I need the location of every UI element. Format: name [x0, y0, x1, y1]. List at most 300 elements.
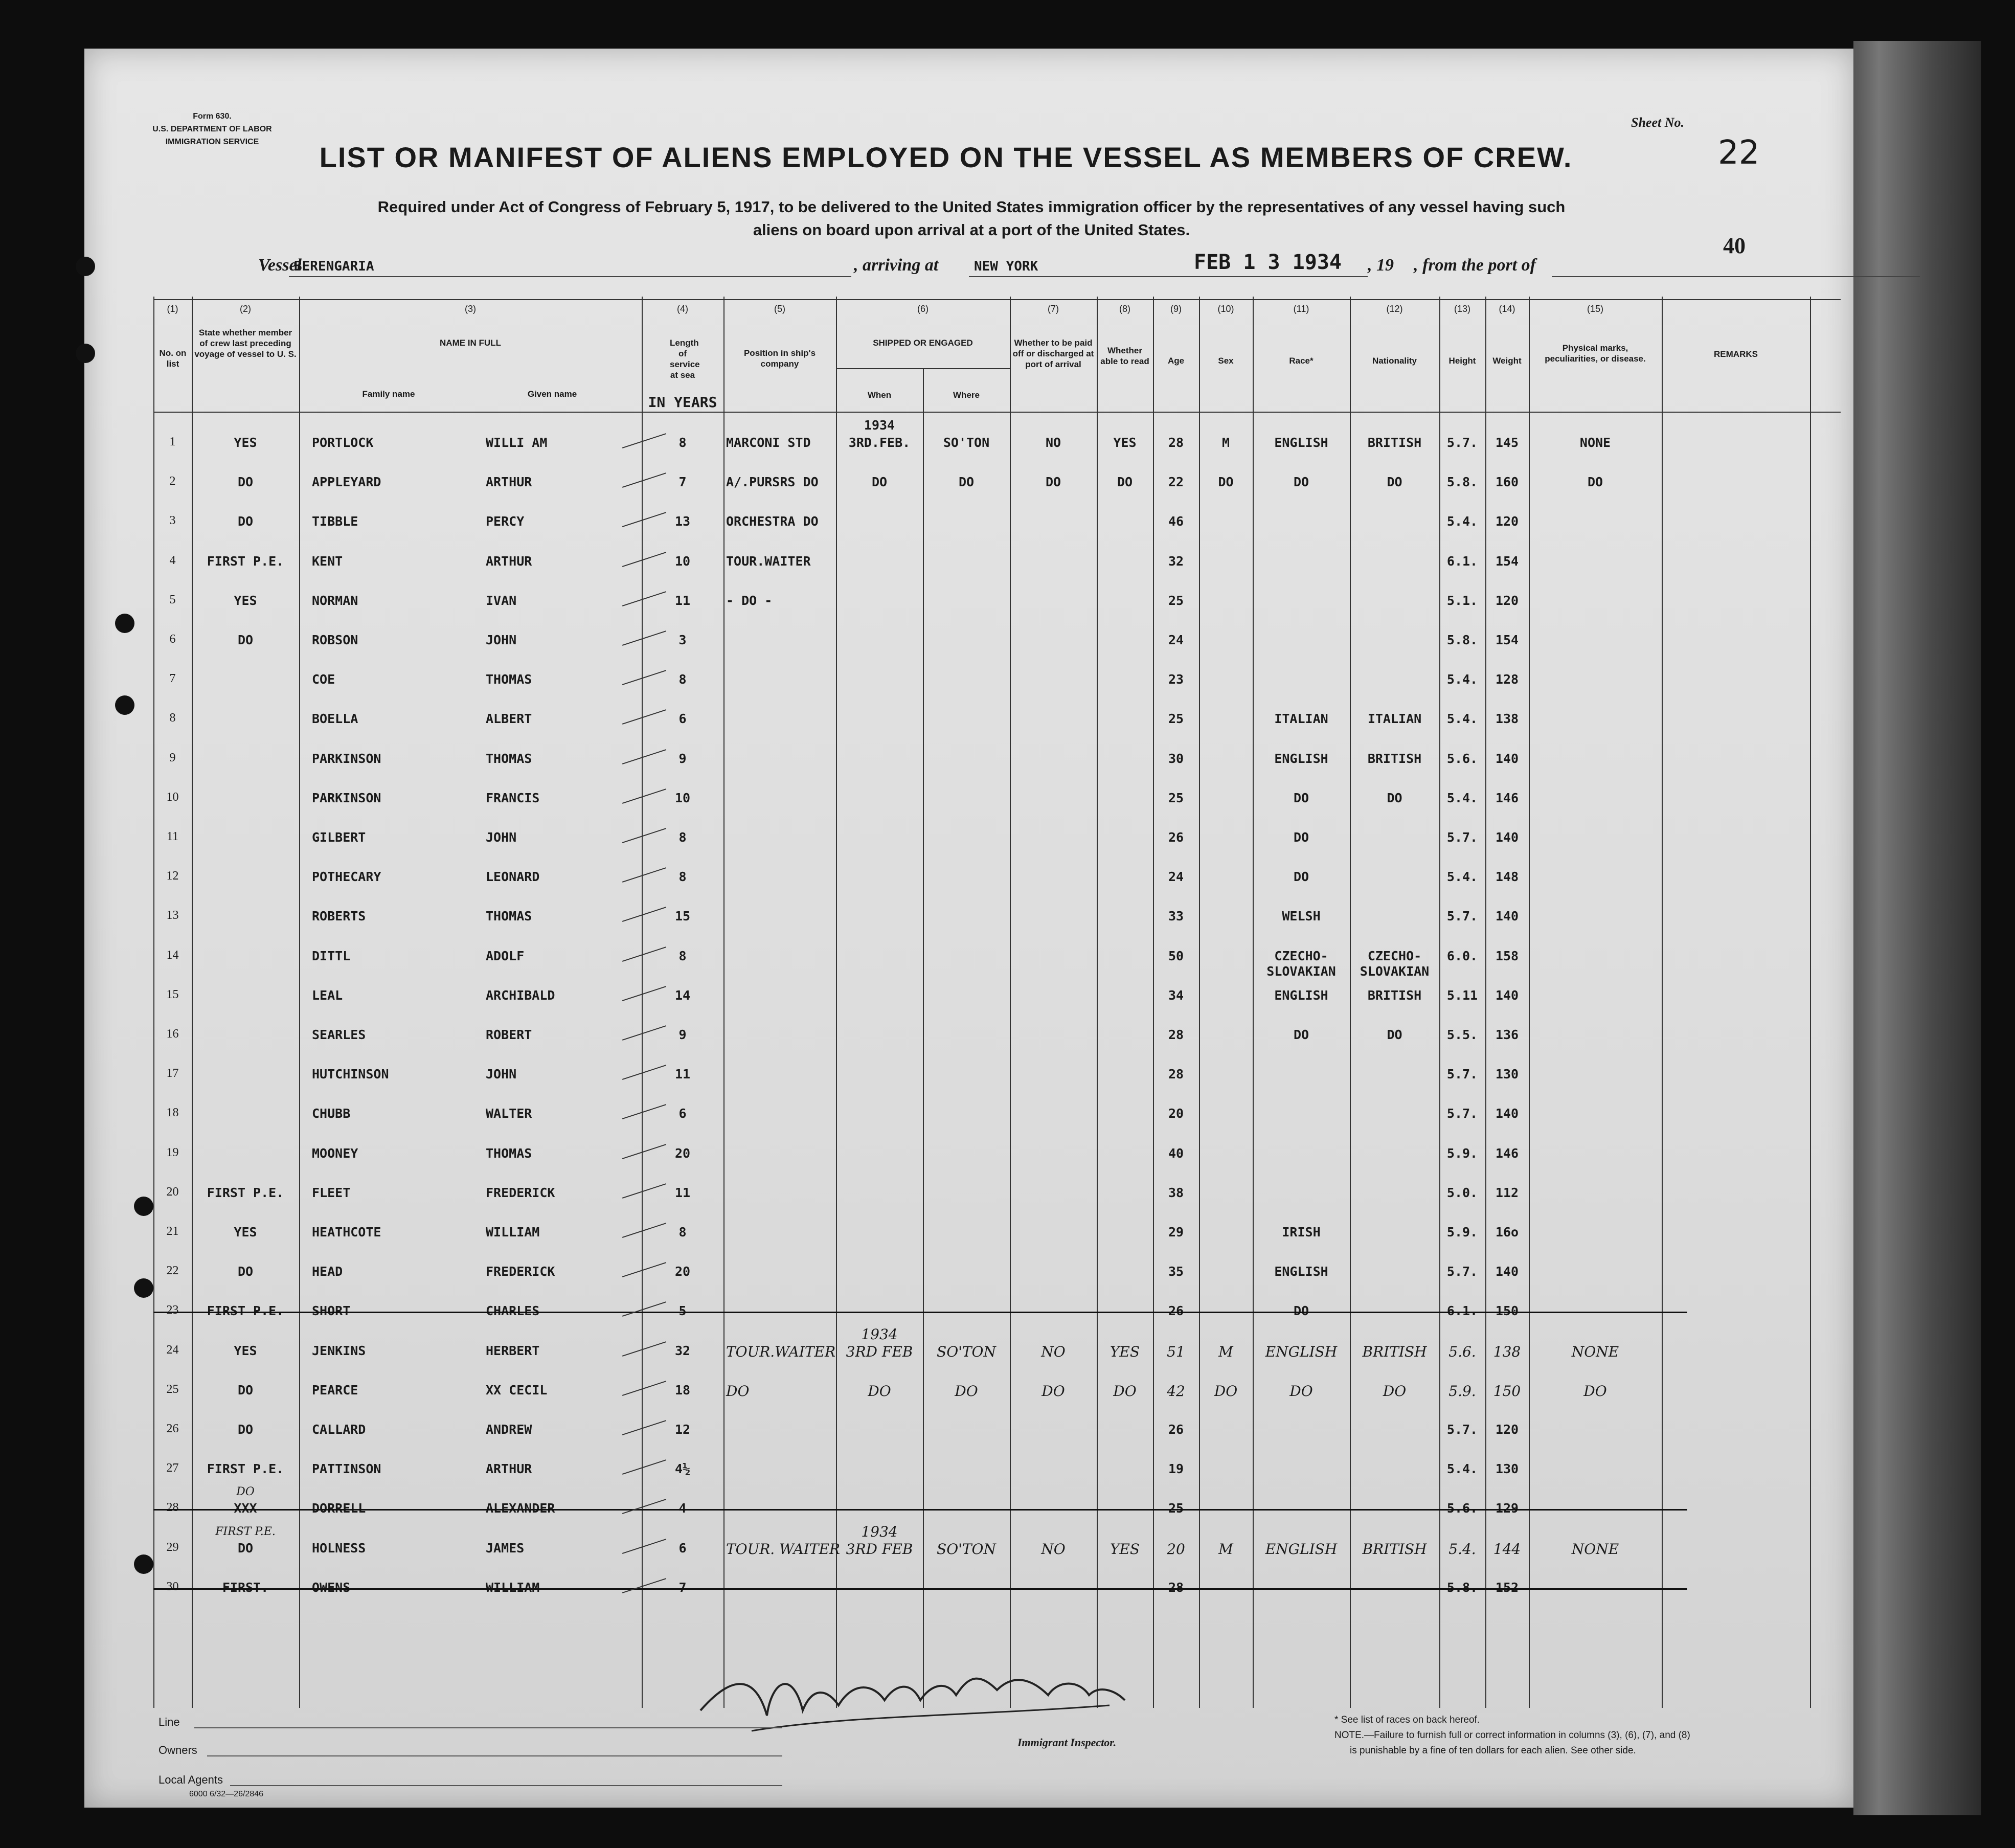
row-family: NORMAN: [312, 593, 358, 608]
row-age: 42: [1167, 1382, 1185, 1400]
row-given: ROBERT: [486, 1027, 532, 1042]
row-given: WILLIAM: [486, 1225, 540, 1239]
subtitle-line-2: aliens on board upon arrival at a port of the United States.: [753, 221, 1190, 239]
row-height: 5.6.: [1446, 751, 1478, 766]
row-position: MARCONI STD: [726, 435, 811, 450]
row-years: 11: [674, 1067, 691, 1082]
row-family: DORRELL: [312, 1501, 366, 1516]
agents-label: Local Agents: [159, 1773, 223, 1786]
row-given: WALTER: [486, 1106, 532, 1121]
col-2-number: (2): [240, 304, 251, 314]
row-no: 9: [169, 751, 176, 764]
row-years: 7: [678, 475, 687, 490]
row-no: 4: [169, 553, 176, 567]
row-given: WILLI AM: [486, 435, 548, 450]
row-given: LEONARD: [486, 869, 540, 885]
row-race: DO: [1293, 869, 1309, 885]
col-1-number: (1): [167, 304, 178, 314]
row-marks: NONE: [1579, 435, 1611, 450]
row-weight: 120: [1495, 1422, 1519, 1437]
row-years: 20: [674, 1264, 691, 1279]
row-where: SO'TON: [937, 1540, 996, 1558]
row-family: GILBERT: [312, 830, 366, 845]
row-race: ENGLISH: [1265, 1540, 1338, 1558]
row-weight: 144: [1493, 1540, 1521, 1558]
row-height: 5.5.: [1446, 1027, 1478, 1042]
row-paid: NO: [1045, 435, 1061, 450]
row-nationality: BRITISH: [1362, 1343, 1427, 1360]
row-given: XX CECIL: [486, 1382, 548, 1398]
col-7-header: Whether to be paid off or discharged at port of arrival: [1012, 338, 1094, 369]
row-height: 5.9.: [1446, 1225, 1478, 1239]
row-years: 32: [674, 1343, 691, 1358]
binding-edge: [1853, 41, 1981, 1815]
row-age: 28: [1168, 435, 1184, 450]
row-no: 11: [166, 830, 179, 843]
row-given: THOMAS: [486, 672, 532, 687]
row-age: 20: [1168, 1106, 1184, 1121]
row-weight: 146: [1495, 1145, 1519, 1161]
row-age: 38: [1168, 1185, 1184, 1200]
row-age: 30: [1168, 751, 1184, 766]
row-age: 28: [1168, 1580, 1184, 1595]
row-years: 11: [674, 593, 691, 608]
row-height: 5.4.: [1446, 790, 1478, 805]
row-no: 8: [169, 711, 176, 725]
row-voyage: DO: [237, 1382, 254, 1398]
row-weight: 128: [1495, 672, 1519, 687]
row-height: 5.4.: [1448, 1540, 1476, 1558]
row-height: 5.0.: [1446, 1185, 1478, 1200]
row-weight: 120: [1495, 514, 1519, 529]
row-given: HERBERT: [486, 1343, 540, 1358]
row-weight: 158: [1495, 948, 1519, 963]
row-height: 5.7.: [1446, 830, 1478, 845]
row-given: FRANCIS: [486, 790, 540, 805]
row-weight: 140: [1495, 1106, 1519, 1121]
row-family: PARKINSON: [312, 751, 381, 766]
row-strikeout-line: [153, 1509, 1687, 1511]
row-no: 29: [166, 1540, 179, 1554]
row-where: DO: [955, 1382, 978, 1400]
row-read: YES: [1113, 435, 1137, 450]
row-age: 28: [1168, 1027, 1184, 1042]
row-years: 8: [678, 830, 687, 845]
row-when-year: 1934: [861, 1523, 898, 1540]
row-when: DO: [871, 475, 888, 490]
row-height: 5.7.: [1446, 435, 1478, 450]
row-height: 5.6.: [1446, 1501, 1478, 1516]
row-voyage: DO: [237, 514, 254, 529]
row-age: 25: [1168, 790, 1184, 805]
row-years: 10: [674, 790, 691, 805]
column-rule: [1529, 297, 1530, 1708]
row-voyage: YES: [234, 1343, 257, 1358]
col-7-number: (7): [1048, 304, 1059, 314]
row-family: SHORT: [312, 1303, 351, 1319]
row-voyage-correction: FIRST P.E.: [215, 1525, 276, 1538]
row-given: ALBERT: [486, 711, 532, 727]
col-12-header: Nationality: [1372, 356, 1417, 366]
service-name: IMMIGRATION SERVICE: [165, 138, 259, 146]
row-years: 9: [678, 751, 687, 766]
row-race: CZECHO-: [1274, 948, 1328, 963]
col-10-header: Sex: [1218, 356, 1234, 366]
column-rule: [299, 297, 300, 1708]
row-sex: M: [1221, 435, 1230, 450]
row-no: 3: [169, 514, 176, 528]
owners-rule: [207, 1755, 782, 1756]
row-race: IRISH: [1282, 1225, 1321, 1239]
row-family: JENKINS: [312, 1343, 366, 1358]
row-years: 12: [674, 1422, 691, 1437]
row-family: OWENS: [312, 1580, 351, 1595]
row-given: ALEXANDER: [486, 1501, 555, 1516]
row-years: 15: [674, 909, 691, 924]
col-6-where-header: Where: [953, 390, 980, 400]
column-rule: [153, 297, 154, 1708]
row-race: DO: [1293, 475, 1309, 490]
row-age: 28: [1168, 1067, 1184, 1082]
row-paid: DO: [1042, 1382, 1065, 1400]
col-4-unit: IN YEARS: [648, 394, 717, 411]
row-family: COE: [312, 672, 335, 687]
row-height: 6.0.: [1446, 948, 1478, 963]
row-no: 26: [166, 1422, 179, 1435]
row-where: DO: [958, 475, 975, 490]
col-6-when-header: When: [867, 390, 892, 400]
col-13-header: Height: [1448, 356, 1476, 366]
row-age: 25: [1168, 593, 1184, 608]
column-rule: [1810, 297, 1811, 1708]
column-rule: [836, 297, 837, 1708]
row-race: WELSH: [1282, 909, 1321, 924]
col-8-number: (8): [1119, 304, 1130, 314]
row-weight: 140: [1495, 1264, 1519, 1279]
line-label: Line: [159, 1716, 180, 1728]
page-title: LIST OR MANIFEST OF ALIENS EMPLOYED ON THE VESSEL AS MEMBERS OF CREW.: [319, 141, 1573, 173]
subtitle-line-1: Required under Act of Congress of February 5, 1917, to be delivered to the United States immigration officer by the representatives of any vessel having such: [377, 198, 1566, 216]
row-no: 17: [166, 1067, 179, 1080]
row-voyage: XXX: [234, 1501, 257, 1516]
col-1-header: No. on list: [159, 348, 187, 369]
row-age: 23: [1168, 672, 1184, 687]
row-given: JOHN: [486, 633, 517, 647]
department-name: U.S. DEPARTMENT OF LABOR: [152, 125, 272, 133]
row-weight: 120: [1495, 593, 1519, 608]
owners-label: Owners: [159, 1744, 197, 1756]
row-voyage: YES: [234, 593, 257, 608]
column-rule: [1199, 297, 1200, 1708]
row-nationality: BRITISH: [1362, 1540, 1427, 1558]
row-strikeout-line: [153, 1588, 1687, 1590]
row-age: 24: [1168, 633, 1184, 647]
row-no: 1: [169, 435, 176, 448]
row-marks: DO: [1583, 1382, 1607, 1400]
row-when: 3RD FEB: [846, 1343, 913, 1360]
row-weight: 130: [1495, 1067, 1519, 1082]
row-family: SEARLES: [312, 1027, 366, 1042]
vessel-name: BERENGARIA: [294, 259, 374, 274]
col-5-header: Position in ship's company: [743, 348, 816, 369]
row-height: 5.8.: [1446, 1580, 1478, 1595]
punch-hole: [134, 1554, 153, 1574]
row-weight: 154: [1495, 633, 1519, 647]
row-when: DO: [868, 1382, 891, 1400]
row-no: 20: [166, 1185, 179, 1199]
row-race: DO: [1293, 830, 1309, 845]
row-given: ARTHUR: [486, 1461, 532, 1477]
row-no: 10: [166, 790, 179, 804]
row-family: PEARCE: [312, 1382, 358, 1398]
print-code: 6000 6/32—26/2846: [189, 1790, 264, 1798]
row-race: ENGLISH: [1274, 987, 1328, 1003]
row-weight: 145: [1495, 435, 1519, 450]
row-no: 13: [166, 909, 179, 922]
row-family: DITTL: [312, 948, 351, 963]
arrival-date-stamp: FEB 1 3 1934: [1194, 251, 1342, 274]
row-nationality: ITALIAN: [1367, 711, 1422, 727]
race-note: * See list of races on back hereof.: [1334, 1715, 1480, 1725]
row-weight: 112: [1495, 1185, 1519, 1200]
row-height: 5.4.: [1446, 711, 1478, 727]
row-voyage: DO: [237, 1422, 254, 1437]
row-race: DO: [1289, 1382, 1313, 1400]
row-years: 4: [678, 1501, 687, 1516]
row-family: BOELLA: [312, 711, 358, 727]
row-voyage-correction: DO: [236, 1485, 255, 1499]
row-family: HOLNESS: [312, 1540, 366, 1556]
row-no: 21: [166, 1225, 179, 1238]
row-family: CHUBB: [312, 1106, 351, 1121]
col-9-number: (9): [1170, 304, 1182, 314]
row-weight: 140: [1495, 987, 1519, 1003]
row-age: 25: [1168, 1501, 1184, 1516]
row-family: ROBERTS: [312, 909, 366, 924]
row-given: FREDERICK: [486, 1185, 555, 1200]
row-race: ENGLISH: [1274, 1264, 1328, 1279]
row-voyage: FIRST.: [222, 1580, 269, 1595]
vessel-label: Vessel: [258, 256, 302, 275]
col-6-number: (6): [917, 304, 929, 314]
sheet-label: Sheet No.: [1631, 115, 1684, 130]
col-3-number: (3): [465, 304, 476, 314]
row-nationality: DO: [1383, 1382, 1407, 1400]
col-10-number: (10): [1217, 304, 1234, 314]
row-nationality-cont: SLOVAKIAN: [1360, 963, 1430, 979]
from-port-underline: [1552, 276, 1920, 277]
row-position: TOUR.WAITER: [726, 1343, 836, 1360]
row-no: 7: [169, 672, 176, 686]
row-when-year: 1934: [864, 418, 895, 433]
column-rule: [1010, 297, 1011, 1708]
row-strikeout-line: [153, 1312, 1687, 1313]
row-no: 23: [166, 1303, 179, 1317]
row-age: 24: [1168, 869, 1184, 885]
row-sex: M: [1218, 1540, 1233, 1558]
row-family: POTHECARY: [312, 869, 381, 885]
page-count: 40: [1723, 233, 1746, 258]
row-years: 8: [678, 672, 687, 687]
row-race: DO: [1293, 1027, 1309, 1042]
punch-hole: [134, 1197, 153, 1216]
row-given: CHARLES: [486, 1303, 540, 1319]
row-weight: 140: [1495, 830, 1519, 845]
row-read: YES: [1110, 1540, 1140, 1558]
row-no: 30: [166, 1580, 179, 1593]
row-weight: 148: [1495, 869, 1519, 885]
row-nationality: DO: [1387, 1027, 1402, 1042]
row-height: 5.8.: [1446, 633, 1478, 647]
row-paid: NO: [1041, 1540, 1066, 1558]
col-4-header: Length of service at sea: [670, 338, 700, 380]
row-when-year: 1934: [861, 1325, 898, 1343]
row-race: ENGLISH: [1274, 751, 1328, 766]
page-subtitle: [230, 195, 1713, 241]
row-family: TIBBLE: [312, 514, 358, 529]
row-years: 6: [678, 711, 687, 727]
row-no: 2: [169, 475, 176, 488]
row-years: 10: [674, 553, 691, 569]
row-height: 5.7.: [1446, 909, 1478, 924]
row-given: THOMAS: [486, 909, 532, 924]
row-weight: 138: [1495, 711, 1519, 727]
row-paid: NO: [1041, 1343, 1066, 1360]
row-nationality: DO: [1387, 790, 1402, 805]
row-when: 3RD FEB: [846, 1540, 913, 1558]
row-years: 8: [678, 435, 687, 450]
row-height: 5.9.: [1448, 1382, 1476, 1400]
year-label: , 19: [1368, 256, 1394, 275]
row-years: 18: [674, 1382, 691, 1398]
col-6-header: SHIPPED OR ENGAGED: [873, 338, 973, 348]
header-bottom-rule: [153, 412, 1841, 413]
row-sex: DO: [1214, 1382, 1238, 1400]
col-15-number: (15): [1587, 304, 1603, 314]
punch-hole: [76, 344, 95, 363]
row-height: 5.7.: [1446, 1106, 1478, 1121]
col-15-header: Physical marks, peculiarities, or disease.: [1545, 343, 1646, 364]
penalty-note-cont: is punishable by a fine of ten dollars for each alien. See other side.: [1350, 1745, 1636, 1756]
row-weight: 150: [1493, 1382, 1521, 1400]
row-age: 26: [1168, 1303, 1184, 1319]
row-years: 6: [678, 1106, 687, 1121]
row-marks: DO: [1587, 475, 1603, 490]
column-rule: [723, 297, 725, 1708]
col-14-header: Weight: [1492, 356, 1522, 366]
row-sex: M: [1218, 1343, 1233, 1360]
row-height: 5.1.: [1446, 593, 1478, 608]
row-marks: NONE: [1571, 1540, 1619, 1558]
row-no: 12: [166, 869, 179, 883]
row-no: 5: [169, 593, 176, 606]
row-height: 5.7.: [1446, 1067, 1478, 1082]
row-marks: NONE: [1571, 1343, 1619, 1360]
row-family: LEAL: [312, 987, 343, 1003]
row-given: ANDREW: [486, 1422, 532, 1437]
row-when: 3RD.FEB.: [848, 435, 911, 450]
col-12-number: (12): [1386, 304, 1403, 314]
col-13-number: (13): [1454, 304, 1470, 314]
row-given: ARCHIBALD: [486, 987, 555, 1003]
col-11-header: Race*: [1289, 356, 1314, 366]
row-given: JAMES: [486, 1540, 525, 1556]
row-weight: 154: [1495, 553, 1519, 569]
row-age: 26: [1168, 830, 1184, 845]
punch-hole: [115, 614, 134, 633]
column-rule: [1097, 297, 1098, 1708]
row-age: 34: [1168, 987, 1184, 1003]
row-age: 19: [1168, 1461, 1184, 1477]
col-2-header: State whether member of crew last preceding voyage of vessel to U. S.: [194, 328, 297, 359]
row-race: ENGLISH: [1274, 435, 1328, 450]
row-age: 22: [1168, 475, 1184, 490]
from-port-label: , from the port of: [1414, 256, 1536, 275]
row-no: 6: [169, 633, 176, 646]
row-years: 3: [678, 633, 687, 647]
row-age: 46: [1168, 514, 1184, 529]
row-age: 50: [1168, 948, 1184, 963]
row-height: 5.9.: [1446, 1145, 1478, 1161]
row-no: 25: [166, 1382, 179, 1396]
row-age: 33: [1168, 909, 1184, 924]
row-age: 20: [1167, 1540, 1185, 1558]
form-number: Form 630.: [193, 112, 232, 121]
row-nationality: BRITISH: [1367, 987, 1422, 1003]
row-family: HEATHCOTE: [312, 1225, 381, 1239]
row-family: PATTINSON: [312, 1461, 381, 1477]
row-nationality: BRITISH: [1367, 435, 1422, 450]
row-family: APPLEYARD: [312, 475, 381, 490]
row-no: 27: [166, 1461, 179, 1475]
row-years: 13: [674, 514, 691, 529]
punch-hole: [76, 257, 95, 276]
row-given: THOMAS: [486, 1145, 532, 1161]
row-position: TOUR. WAITER: [726, 1540, 840, 1558]
row-no: 19: [166, 1145, 179, 1159]
row-weight: 138: [1493, 1343, 1521, 1360]
row-family: CALLARD: [312, 1422, 366, 1437]
col-11-number: (11): [1293, 304, 1309, 314]
col-3-family-header: Family name: [362, 389, 415, 399]
row-voyage: DO: [237, 1264, 254, 1279]
row-given: ARTHUR: [486, 553, 532, 569]
row-position: - DO -: [726, 593, 773, 608]
row-race: DO: [1293, 1303, 1309, 1319]
penalty-note: NOTE.—Failure to furnish full or correct information in columns (3), (6), (7), and (8): [1334, 1730, 1690, 1741]
row-position: DO: [726, 1382, 750, 1400]
row-family: ROBSON: [312, 633, 358, 647]
row-read: DO: [1117, 475, 1133, 490]
row-given: PERCY: [486, 514, 525, 529]
row-years: 9: [678, 1027, 687, 1042]
row-family: HUTCHINSON: [312, 1067, 389, 1082]
row-race: ITALIAN: [1274, 711, 1328, 727]
row-height: 5.8.: [1446, 475, 1478, 490]
row-family: FLEET: [312, 1185, 351, 1200]
row-weight: 160: [1495, 475, 1519, 490]
row-given: IVAN: [486, 593, 517, 608]
row-no: 16: [166, 1027, 179, 1041]
vessel-line: [258, 251, 1664, 281]
row-weight: 16o: [1495, 1225, 1519, 1239]
punch-hole: [115, 695, 134, 715]
row-family: MOONEY: [312, 1145, 358, 1161]
row-given: ARTHUR: [486, 475, 532, 490]
row-given: FREDERICK: [486, 1264, 555, 1279]
row-height: 5.11: [1446, 987, 1478, 1003]
row-no: 24: [166, 1343, 179, 1357]
